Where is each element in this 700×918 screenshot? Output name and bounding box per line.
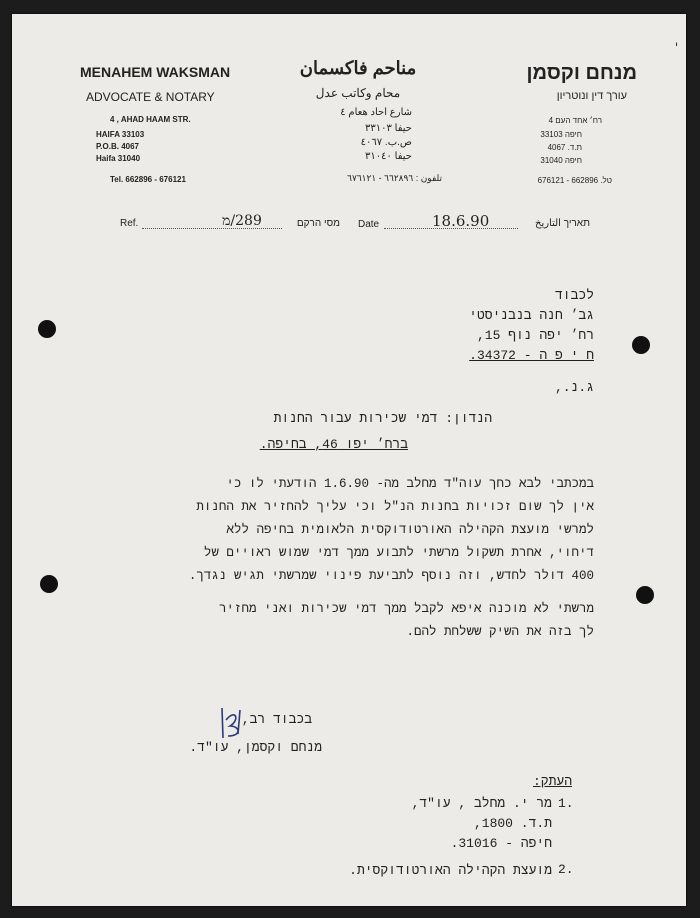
date-label: Date — [358, 219, 380, 230]
binder-hole-right-top — [632, 336, 650, 354]
body-para1-line-4: דיחוי, אחרת תשקול מרשתי לתבוע ממך דמי שמוש ראויים של — [203, 546, 594, 560]
body-para2-line-1: מרשתי לא מוכנה איפא לקבל ממך דמי שכירות ואני מחזיר — [218, 602, 594, 616]
letterhead-arabic-address-4: حيفا ٣١٠٤٠ — [365, 151, 412, 162]
copies-label: העתק: — [532, 774, 572, 789]
letterhead-hebrew-address-4: חיפה 31040 — [540, 156, 582, 165]
binder-hole-left-bottom — [40, 575, 58, 593]
copy-1-line-1: מר י. מחלב , עו"ד, — [411, 796, 552, 811]
salutation: ג.נ., — [554, 380, 594, 395]
copy-1-number: 1. — [558, 796, 574, 811]
letterhead-hebrew-address-3: ת.ד. 4067 — [547, 143, 582, 152]
copy-2-number: 2. — [558, 862, 574, 877]
copy-2-line-1: מועצת הקהילה האורטודוקסית. — [349, 863, 552, 878]
recipient-line-3: ח י פ ה - 34372. — [469, 348, 594, 363]
letterhead-arabic-title: محام وكاتب عدل — [315, 86, 401, 100]
letterhead-english-name: MENAHEM WAKSMAN — [80, 64, 231, 80]
corner-mark: י — [675, 40, 678, 52]
binder-hole-right-bottom — [636, 586, 654, 604]
ref-label: Ref. — [120, 218, 139, 229]
letterhead-arabic-address-2: حيفا ٣٣١٠٣ — [365, 123, 412, 134]
letterhead-arabic-name: مناحم فاكسمان — [299, 58, 417, 78]
letterhead-english-title: ADVOCATE & NOTARY — [86, 90, 215, 104]
closing-regards: בכבוד רב, — [241, 712, 312, 727]
letterhead-english-address-2: HAIFA 33103 — [96, 130, 145, 139]
subject-line-2: ברח׳ יפו 46, בחיפה. — [259, 437, 408, 452]
ref-value: 289/מ — [222, 213, 262, 229]
date-label-hebrew: תאריך التاريخ — [534, 218, 590, 229]
ref-label-hebrew: מסי הרקם — [296, 218, 340, 229]
date-value: 18.6.90 — [432, 212, 490, 230]
letterhead-hebrew-name: מנחם וקסמן — [526, 62, 637, 84]
copy-1-line-2: ת.ד. 1800, — [473, 816, 552, 831]
recipient-honorific: לכבוד — [554, 288, 594, 303]
letterhead-hebrew-tel: טל. 662896 - 676121 — [537, 176, 612, 185]
body-para1-line-1: במכתבי לבא כחך עוה"ד מחלב מה- 1.6.90 הודעתי לו כי — [226, 477, 594, 491]
body-para2-line-2: לך בזה את השיק ששלחת להם. — [406, 625, 594, 639]
letterhead-arabic-address-1: شارع احاد هعام ٤ — [340, 107, 412, 118]
letterhead-hebrew-address-1: רח׳ אחד העם 4 — [548, 116, 602, 125]
letterhead-arabic-address-3: ص.ب. ٤٠٦٧ — [360, 137, 412, 148]
body-para1-line-3: למרשי מועצת הקהילה האורטודוקסית הלאומית בחיפה ללא — [226, 523, 594, 537]
letterhead-hebrew-address-2: חיפה 33103 — [540, 130, 582, 139]
subject-line-1: הנדון: דמי שכירות עבור החנות — [273, 411, 492, 426]
closing-signer: מנחם וקסמן, עו"ד. — [189, 740, 322, 755]
letterhead-english-tel: Tel. 662896 - 676121 — [110, 175, 186, 184]
copy-1-line-3: חיפה - 31016. — [450, 836, 552, 851]
letterhead-arabic-tel: تلفون : ٦٦٢٨٩٦ - ٦٧٦١٢١ — [347, 173, 442, 183]
body-para1-line-2: אין לך שום זכויות בחנות הנ"ל וכי עליך להחזיר את החנות — [196, 500, 594, 514]
body-para1-line-5: 400 דולר לחדש, וזה נוסף לתביעת פינוי שמרשתי תגיש נגדך. — [188, 569, 594, 583]
letterhead-hebrew-title: עורך דין ונוטריון — [556, 90, 627, 102]
recipient-line-1: גב׳ חנה בנבניסטי — [469, 308, 594, 323]
recipient-line-2: רח׳ יפה נוף 15, — [476, 328, 594, 343]
binder-hole-left-top — [38, 320, 56, 338]
handwritten-signature — [214, 704, 254, 744]
letterhead-english-address-4: Haifa 31040 — [96, 154, 141, 163]
letterhead-english-address-1: 4 , AHAD HAAM STR. — [110, 115, 191, 124]
letter-page — [12, 14, 686, 906]
letterhead-english-address-3: P.O.B. 4067 — [96, 142, 139, 151]
